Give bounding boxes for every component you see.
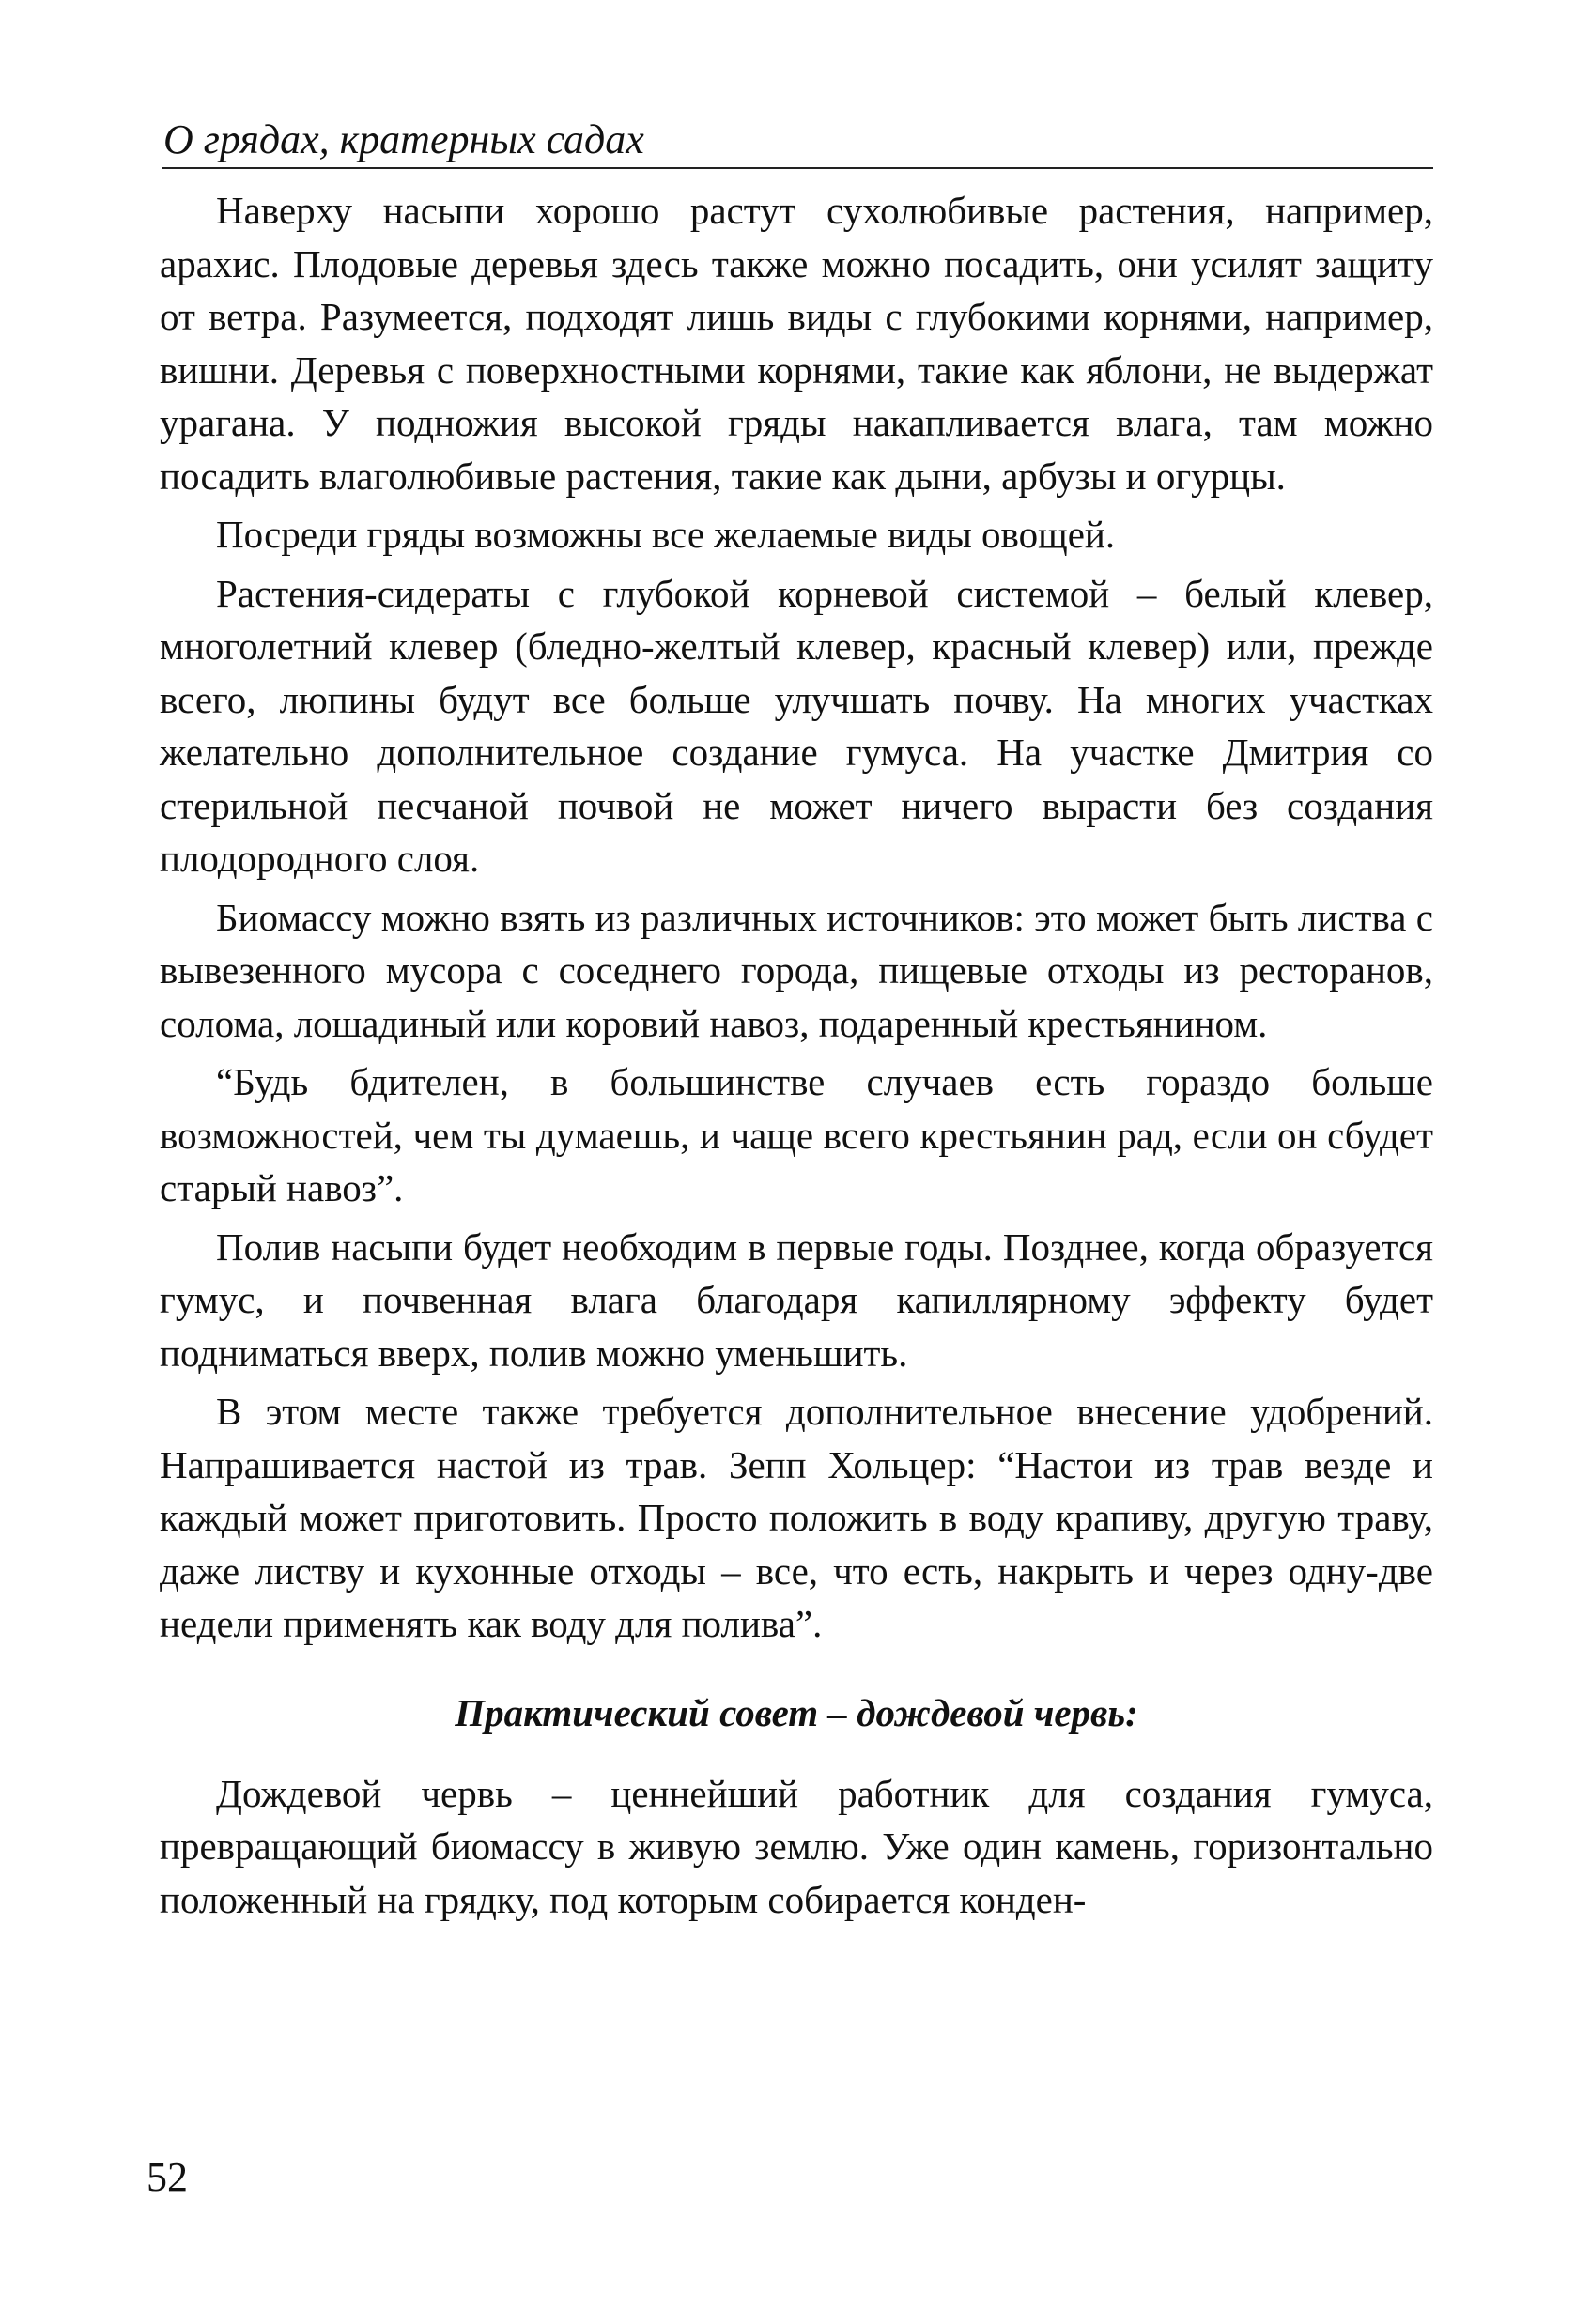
running-title: О грядах, кратерных садах	[163, 116, 644, 162]
paragraph: “Будь бдителен, в большинстве случаев есть гораздо больше возможностей, чем ты думаешь, и чаще всего крестьянин рад, если он сбудет старый навоз”.	[160, 1060, 1433, 1209]
paragraph: Полив насыпи будет необходим в первые годы. Позднее, когда образуется гумус, и почвенная влага благодаря капиллярному эффекту будет подниматься вверх, полив можно уменьшить.	[160, 1224, 1433, 1375]
paragraph: Дождевой червь – ценнейший работник для создания гумуса, превращающий биомассу в живую землю. Уже один камень, горизонтально положенный на грядку, под которым собирается конден-	[160, 1771, 1433, 1921]
paragraph: Растения-сидераты с глубокой корневой системой – белый клевер, многолетний клевер (бледно-желтый клевер, красный клевер) или, прежде всего, люпины будут все больше улучшать почву. На многих участках желательно дополнительное создание гумуса. На участке Дмитрия со стерильной песчаной почвой не может ничего вырасти без создания плодородного слоя.	[160, 571, 1433, 880]
running-header	[162, 111, 1433, 169]
page-body	[160, 184, 1433, 1932]
paragraph: В этом месте также требуется дополнительное внесение удобрений. Напрашивается настой из трав. Зепп Хольцер: “Настои из трав везде и каждый может приготовить. Просто положить в воду крапиву, другую траву, даже листву и кухонные отходы – все, что есть, накрыть и через одну-две недели применять как воду для полива”.	[160, 1390, 1433, 1645]
paragraph: Посреди гряды возможны все желаемые виды овощей.	[216, 513, 1116, 556]
paragraph: Биомассу можно взять из различных источников: это может быть листва с вывезенного мусора с соседнего города, пищевые отходы из ресторанов, солома, лошадиный или коровий навоз, подаренный крестьянином.	[160, 895, 1433, 1045]
page-number: 52	[147, 2154, 188, 2200]
section-heading: Практический совет – дождевой червь:	[455, 1690, 1138, 1734]
paragraph: Наверху насыпи хорошо растут сухолюбивые растения, например, арахис. Плодовые деревья здесь также можно посадить, они усилят защиту от ветра. Разумеется, подходят лишь виды с глубокими корнями, например, вишни. Деревья с поверхностными корнями, такие как яблони, не выдержат урагана. У подножия высокой гряды накапливается влага, там можно посадить влаголюбивые растения, такие как дыни, арбузы и огурцы.	[160, 189, 1433, 498]
